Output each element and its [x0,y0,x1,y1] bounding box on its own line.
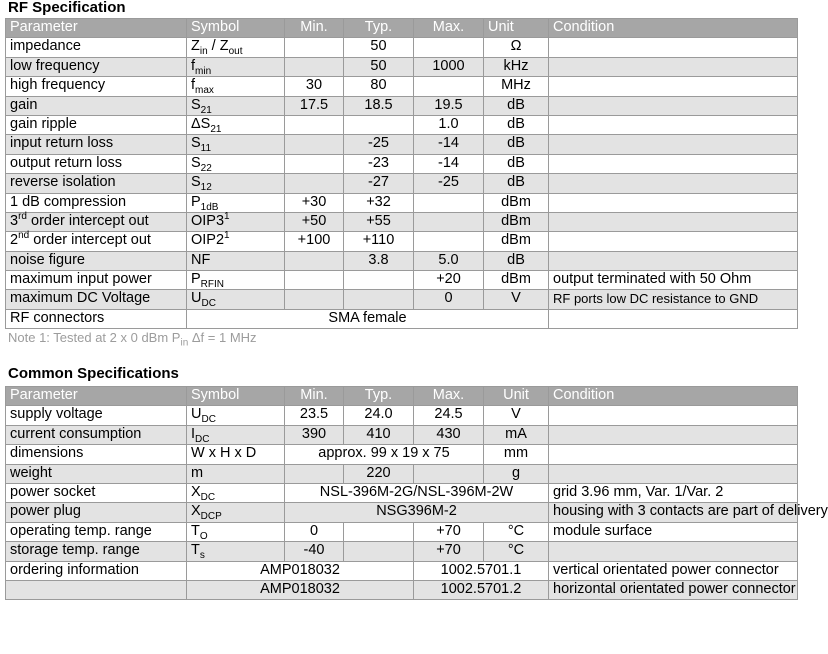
max-cell: +70 [414,542,484,561]
unit-cell: dB [484,115,549,134]
symbol-cell: $OIP3^1$ [187,212,285,231]
unit-cell: dB [484,154,549,173]
min-cell [285,464,344,483]
typ-cell: 50 [344,38,414,57]
typ-cell [344,290,414,309]
symbol-cell: $P_{1dB}$ [187,193,285,212]
symbol-cell: m [187,464,285,483]
table-row [6,503,798,522]
unit-cell: mm [484,445,549,464]
header-min: Min. [285,387,344,406]
table-row [6,580,798,599]
condition-cell: output terminated with 50 Ohm [549,271,798,290]
typ-cell [344,542,414,561]
symbol-cell: $S_{22}$ [187,154,285,173]
max-cell [414,464,484,483]
typ-cell: -25 [344,135,414,154]
table-row [6,464,798,483]
typ-cell [344,115,414,134]
condition-cell [549,406,798,425]
param-cell: storage temp. range [6,542,187,561]
table-row [6,406,798,425]
symbol-cell: $P_{RFIN}$ [187,271,285,290]
symbol-cell: $I_{DC}$ [187,425,285,444]
condition-cell [549,154,798,173]
condition-cell [549,193,798,212]
param-cell: power plug [6,503,187,522]
typ-cell [344,522,414,541]
unit-cell: mA [484,425,549,444]
typ-cell: 50 [344,57,414,76]
typ-cell [344,271,414,290]
param-cell: power socket [6,483,187,502]
header-max: Max. [414,387,484,406]
param-cell [6,580,187,599]
min-cell: -40 [285,542,344,561]
typ-cell: 410 [344,425,414,444]
param-cell: input return loss [6,135,187,154]
header-symbol: Symbol [187,19,285,38]
min-cell [285,251,344,270]
condition-cell [549,57,798,76]
unit-cell: dB [484,135,549,154]
min-cell: +100 [285,232,344,251]
condition-cell [549,174,798,193]
min-cell: +50 [285,212,344,231]
unit-cell: g [484,464,549,483]
condition-cell: vertical orientated power connector [549,561,798,580]
typ-cell: 220 [344,464,414,483]
table-row [6,232,798,251]
param-cell: weight [6,464,187,483]
param-cell: impedance [6,38,187,57]
order-code-cell: 1002.5701.2 [414,580,549,599]
param-cell: maximum DC Voltage [6,290,187,309]
table-header-row [6,387,798,406]
unit-cell: MHz [484,77,549,96]
condition-cell [549,135,798,154]
header-unit: Unit [484,19,549,38]
max-cell: +20 [414,271,484,290]
table-row [6,135,798,154]
max-cell: +70 [414,522,484,541]
footnote: Note 1: Tested at 2 x 0 dBm $P_{in}$ Δf = 1 MHz [8,330,257,349]
param-cell: ordering information [6,561,187,580]
value-cell: approx. 99 x 19 x 75 [285,445,484,464]
param-cell: supply voltage [6,406,187,425]
header-typ: Typ. [344,19,414,38]
condition-cell [549,445,798,464]
common-section-title: Common Specifications [8,365,179,382]
symbol-cell: $T_O$ [187,522,285,541]
table-row [6,425,798,444]
table-row [6,174,798,193]
max-cell: -14 [414,135,484,154]
symbol-cell: W x H x D [187,445,285,464]
unit-cell: dBm [484,271,549,290]
unit-cell: dBm [484,193,549,212]
min-cell: 17.5 [285,96,344,115]
max-cell [414,232,484,251]
header-typ: Typ. [344,387,414,406]
param-cell: current consumption [6,425,187,444]
header-parameter: Parameter [6,19,187,38]
typ-cell: 24.0 [344,406,414,425]
condition-cell [549,251,798,270]
part-number-cell: AMP018032 [187,580,414,599]
table-row [6,212,798,231]
header-max: Max. [414,19,484,38]
table-row [6,77,798,96]
unit-cell: V [484,290,549,309]
param-cell: dimensions [6,445,187,464]
condition-cell [549,77,798,96]
min-cell [285,135,344,154]
symbol-cell: $f_{min}$ [187,57,285,76]
typ-cell: +110 [344,232,414,251]
unit-cell: V [484,406,549,425]
max-cell: 24.5 [414,406,484,425]
unit-cell: dB [484,174,549,193]
header-symbol: Symbol [187,387,285,406]
typ-cell: +32 [344,193,414,212]
unit-cell: dB [484,251,549,270]
condition-cell: housing with 3 contacts are part of delivery [549,503,798,522]
param-cell: output return loss [6,154,187,173]
condition-cell [549,212,798,231]
min-cell: 0 [285,522,344,541]
condition-cell [549,232,798,251]
max-cell: 19.5 [414,96,484,115]
value-cell: NSL-396M-2G/NSL-396M-2W [285,483,549,502]
rf-spec-table [5,18,798,329]
table-row [6,542,798,561]
condition-cell [549,115,798,134]
min-cell [285,290,344,309]
min-cell: +30 [285,193,344,212]
condition-cell: RF ports low DC resistance to GND [549,290,798,309]
symbol-cell: NF [187,251,285,270]
condition-cell: horizontal orientated power connector [549,580,798,599]
symbol-cell: $\Delta S_{21}$ [187,115,285,134]
param-cell: RF connectors [6,309,187,328]
min-cell [285,154,344,173]
symbol-cell: $T_s$ [187,542,285,561]
symbol-cell: $U_{DC}$ [187,406,285,425]
param-cell: operating temp. range [6,522,187,541]
value-cell: SMA female [187,309,549,328]
symbol-cell: $Z_{in} / Z_{out}$ [187,38,285,57]
max-cell: -25 [414,174,484,193]
unit-cell: dB [484,96,549,115]
table-row [6,154,798,173]
min-cell [285,174,344,193]
param-cell: high frequency [6,77,187,96]
param-cell: gain [6,96,187,115]
table-row [6,483,798,502]
condition-cell: module surface [549,522,798,541]
min-cell [285,57,344,76]
max-cell: -14 [414,154,484,173]
min-cell [285,271,344,290]
header-min: Min. [285,19,344,38]
param-cell: reverse isolation [6,174,187,193]
unit-cell: kHz [484,57,549,76]
max-cell: 5.0 [414,251,484,270]
min-cell [285,115,344,134]
param-cell: maximum input power [6,271,187,290]
symbol-cell: $U_{DC}$ [187,290,285,309]
header-condition: Condition [549,19,798,38]
condition-cell [549,96,798,115]
table-header-row [6,19,798,38]
table-row [6,193,798,212]
rf-section-title: RF Specification [8,0,126,16]
header-parameter: Parameter [6,387,187,406]
table-row [6,290,798,309]
symbol-cell: $S_{11}$ [187,135,285,154]
symbol-cell: $OIP2^1$ [187,232,285,251]
part-number-cell: AMP018032 [187,561,414,580]
typ-cell: -27 [344,174,414,193]
symbol-cell: $S_{12}$ [187,174,285,193]
typ-cell: +55 [344,212,414,231]
max-cell [414,212,484,231]
param-cell: gain ripple [6,115,187,134]
param-cell: 3rd order intercept out [6,212,187,231]
table-row [6,251,798,270]
typ-cell: -23 [344,154,414,173]
typ-cell: 3.8 [344,251,414,270]
max-cell: 1.0 [414,115,484,134]
table-row [6,38,798,57]
table-row [6,271,798,290]
unit-cell: °C [484,542,549,561]
param-cell: 1 dB compression [6,193,187,212]
max-cell [414,38,484,57]
typ-cell: 80 [344,77,414,96]
unit-cell: Ω [484,38,549,57]
order-code-cell: 1002.5701.1 [414,561,549,580]
symbol-cell: $X_{DC}$ [187,483,285,502]
value-cell: NSG396M-2 [285,503,549,522]
symbol-cell: $X_{DCP}$ [187,503,285,522]
table-row [6,522,798,541]
table-row [6,445,798,464]
header-condition: Condition [549,387,798,406]
condition-cell: grid 3.96 mm, Var. 1/Var. 2 [549,483,798,502]
unit-cell: dBm [484,232,549,251]
min-cell: 23.5 [285,406,344,425]
table-row [6,561,798,580]
param-cell: 2nd order intercept out [6,232,187,251]
unit-cell: dBm [484,212,549,231]
max-cell: 430 [414,425,484,444]
param-cell: noise figure [6,251,187,270]
condition-cell [549,309,798,328]
condition-cell [549,425,798,444]
min-cell: 390 [285,425,344,444]
unit-cell: °C [484,522,549,541]
table-row [6,309,798,328]
max-cell [414,193,484,212]
param-cell: low frequency [6,57,187,76]
typ-cell: 18.5 [344,96,414,115]
max-cell: 0 [414,290,484,309]
table-row [6,57,798,76]
symbol-cell: $f_{max}$ [187,77,285,96]
condition-cell [549,464,798,483]
header-unit: Unit [484,387,549,406]
min-cell: 30 [285,77,344,96]
condition-cell [549,38,798,57]
max-cell [414,77,484,96]
common-spec-table [5,386,828,600]
max-cell: 1000 [414,57,484,76]
min-cell [285,38,344,57]
symbol-cell: $S_{21}$ [187,96,285,115]
condition-cell [549,542,798,561]
table-row [6,115,798,134]
table-row [6,96,798,115]
